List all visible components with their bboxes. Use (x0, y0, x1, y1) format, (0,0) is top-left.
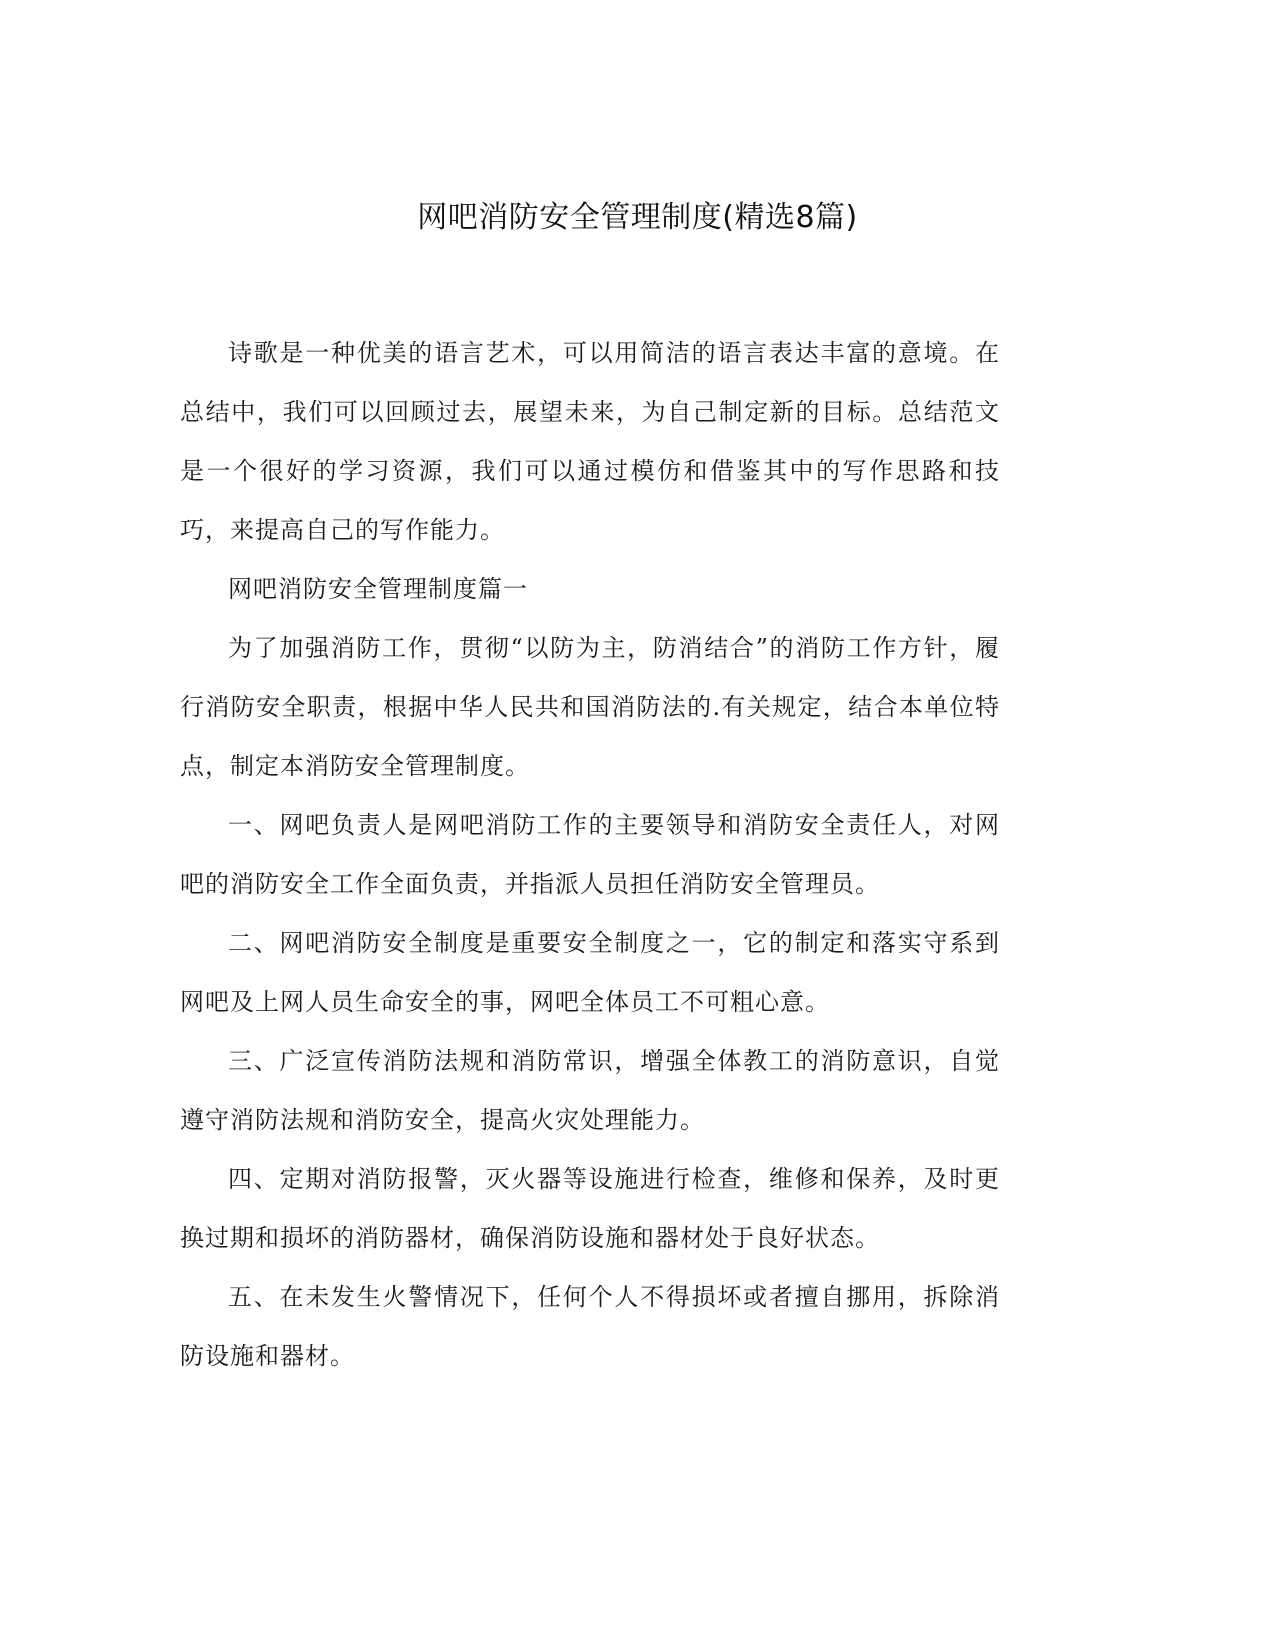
section-heading: 网吧消防安全管理制度篇一 (228, 575, 528, 603)
purpose-paragraph: 为了加强消防工作，贯彻“以防为主，防消结合”的消防工作方针，履行消防安全职责，根据中华人民共和国消防法的.有关规定，结合本单位特点，制定本消防安全管理制度。 (180, 634, 1000, 780)
document-title: 网吧消防安全管理制度(精选8篇) (417, 200, 858, 235)
rule-item-4: 四、定期对消防报警，灭火器等设施进行检查，维修和保养，及时更换过期和损坏的消防器材，确保消防设施和器材处于良好状态。 (180, 1165, 1000, 1252)
rule-item-5: 五、在未发生火警情况下，任何个人不得损坏或者擅自挪用，拆除消防设施和器材。 (180, 1283, 1000, 1370)
rule-item-2: 二、网吧消防安全制度是重要安全制度之一，它的制定和落实守系到网吧及上网人员生命安全的事，网吧全体员工不可粗心意。 (180, 929, 1000, 1016)
rule-item-3: 三、广泛宣传消防法规和消防常识，增强全体教工的消防意识，自觉遵守消防法规和消防安全，提高火灾处理能力。 (180, 1047, 1000, 1134)
document-body (180, 324, 1000, 1386)
rule-item-1: 一、网吧负责人是网吧消防工作的主要领导和消防安全责任人，对网吧的消防安全工作全面负责，并指派人员担任消防安全管理员。 (180, 811, 1000, 898)
intro-paragraph: 诗歌是一种优美的语言艺术，可以用简洁的语言表达丰富的意境。在总结中，我们可以回顾过去，展望未来，为自己制定新的目标。总结范文是一个很好的学习资源，我们可以通过模仿和借鉴其中的写作思路和技巧，来提高自己的写作能力。 (180, 339, 1000, 544)
